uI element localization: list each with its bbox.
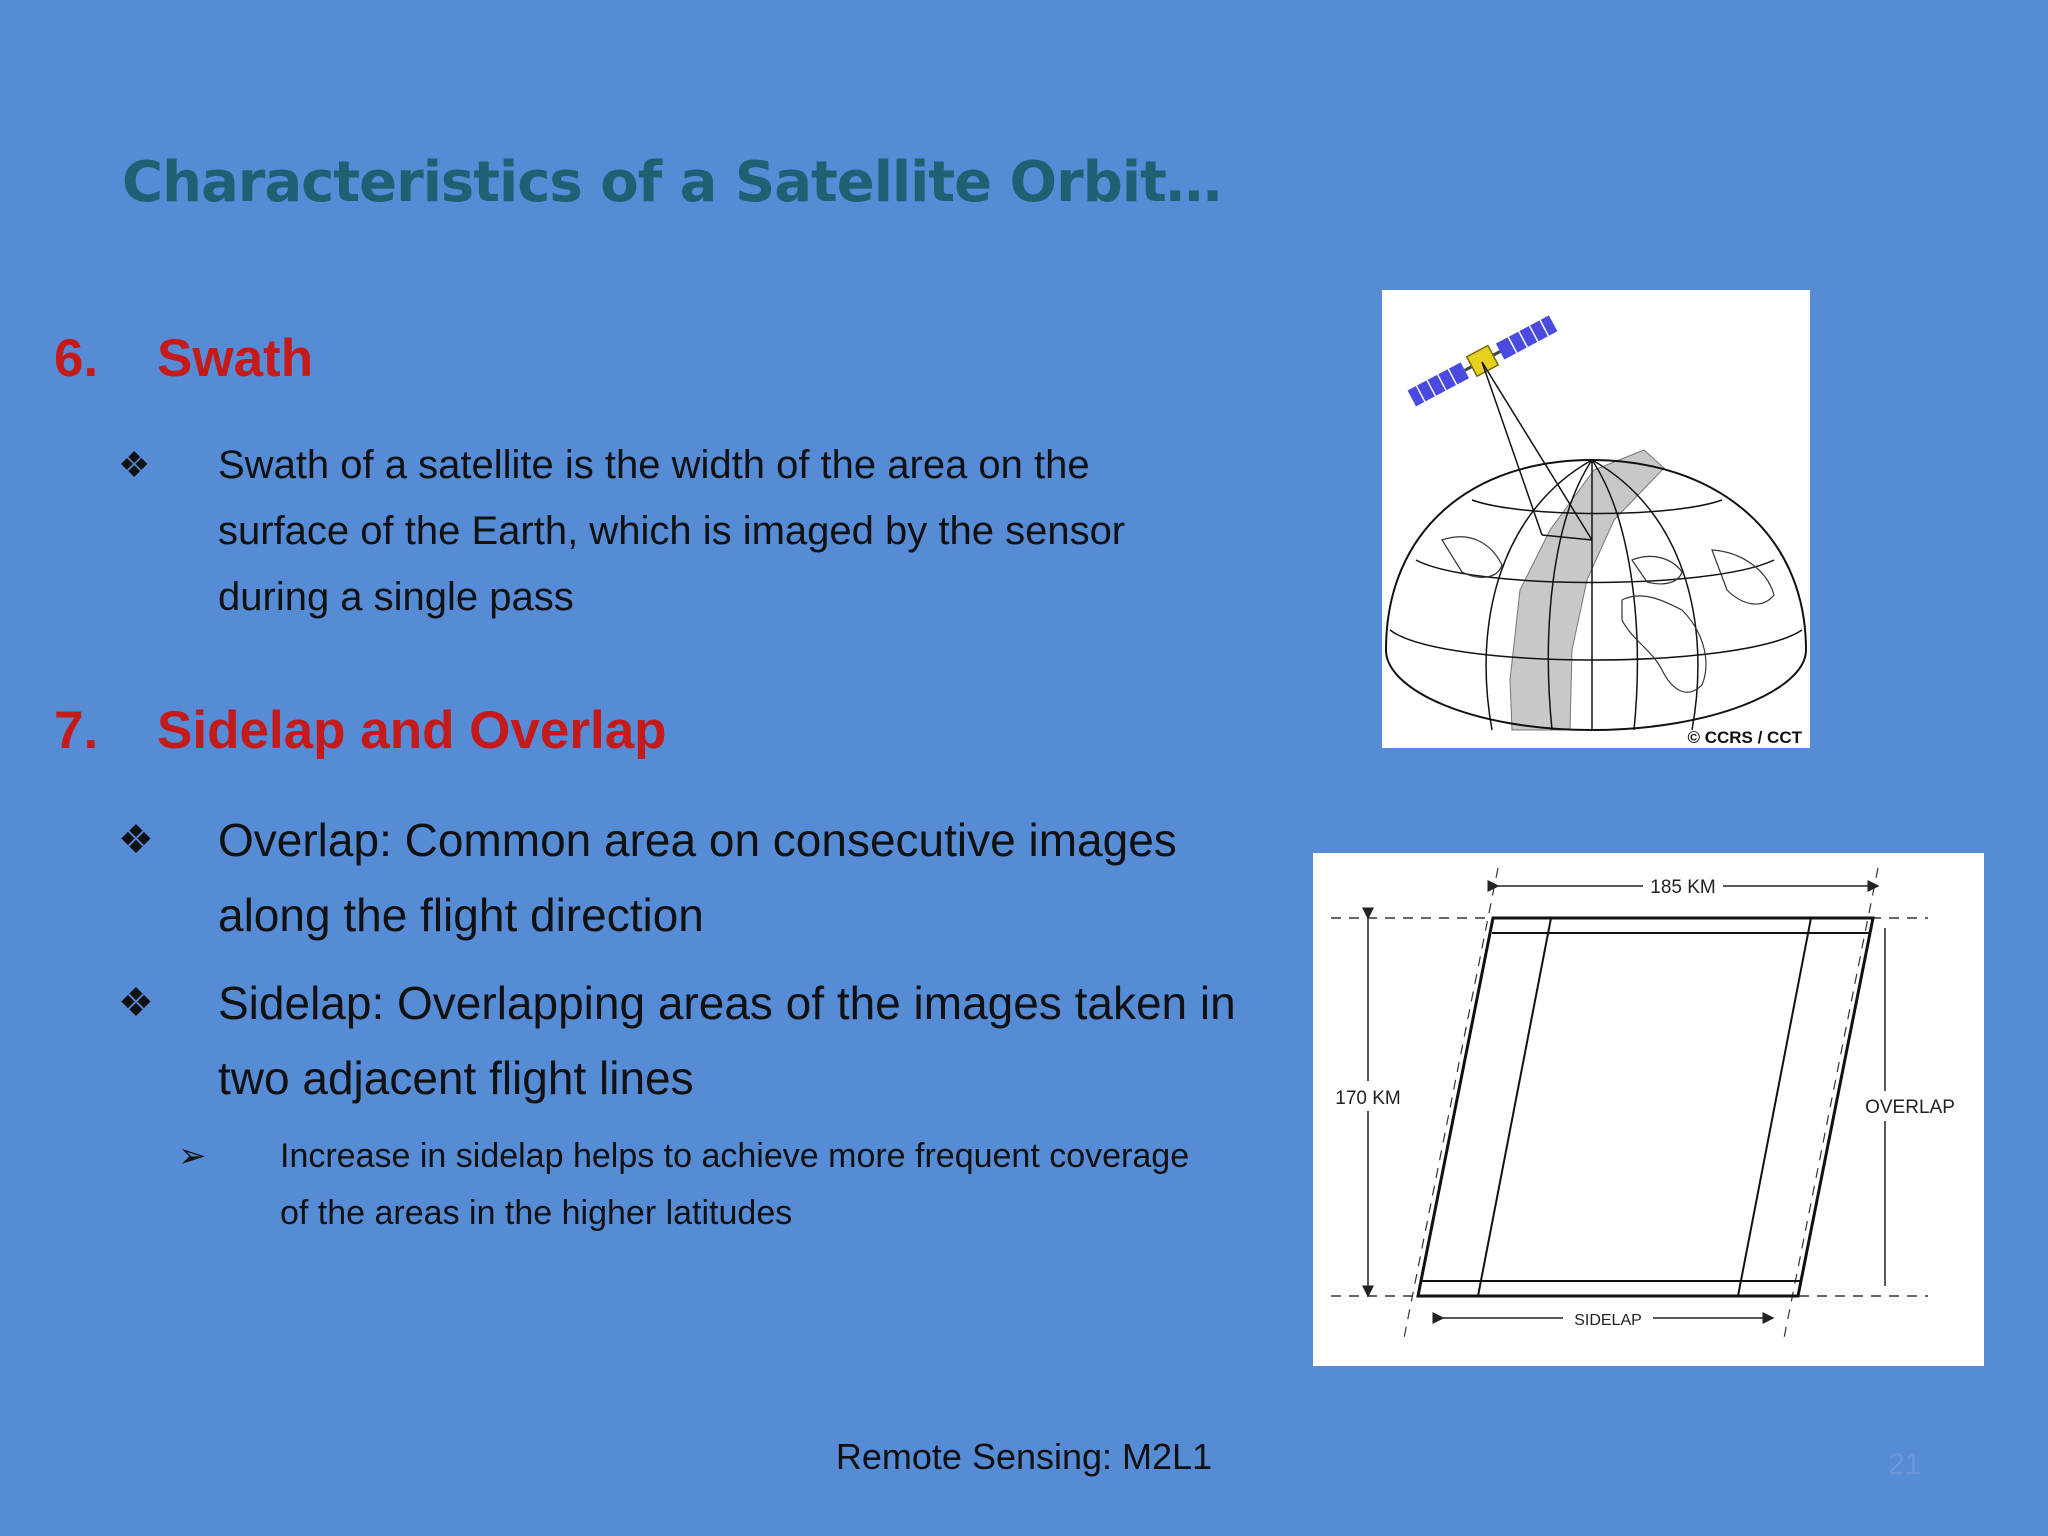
sidelap-label: SIDELAP: [1574, 1312, 1642, 1329]
satellite-icon: [1407, 314, 1559, 409]
globe-swath-svg: [1382, 290, 1810, 748]
section-heading-swath: [54, 328, 313, 389]
page-number: 21: [1888, 1448, 1922, 1481]
height-label: 170 KM: [1335, 1088, 1401, 1109]
section-title: Sidelap and Overlap: [157, 701, 667, 760]
figure-credit: © CCRS / CCT: [1687, 728, 1802, 747]
section-number: 7.: [54, 701, 99, 760]
bullet-line: during a single pass: [218, 575, 574, 619]
bullet-line: of the areas in the higher latitudes: [280, 1194, 793, 1232]
bullet-line: Overlap: Common area on consecutive images: [218, 814, 1177, 866]
bullet-diamond-icon: ❖: [118, 981, 154, 1025]
bullet-line: Increase in sidelap helps to achieve more frequent coverage: [280, 1137, 1190, 1175]
bullet-line: surface of the Earth, which is imaged by the sensor: [218, 509, 1126, 553]
bullet-line: along the flight direction: [218, 889, 704, 941]
width-label: 185 KM: [1650, 877, 1716, 898]
bullet-line: two adjacent flight lines: [218, 1052, 694, 1104]
bullet-line: Sidelap: Overlapping areas of the images taken in: [218, 977, 1236, 1029]
bullet-diamond-icon: ❖: [118, 444, 151, 485]
overlap-label: OVERLAP: [1865, 1097, 1955, 1118]
sidelap-overlap-svg: [1313, 853, 1984, 1366]
section-number: 6.: [54, 329, 99, 388]
section-title: Swath: [157, 329, 314, 388]
bullet-line: Swath of a satellite is the width of the area on the: [218, 443, 1090, 487]
slide-footer: Remote Sensing: M2L1: [835, 1436, 1213, 1477]
slide-title: Characteristics of a Satellite Orbit…: [122, 150, 1221, 215]
swath-illustration: [1382, 290, 1810, 748]
section-heading-sidelap-overlap: [54, 700, 667, 761]
bullet-diamond-icon: ❖: [118, 818, 154, 862]
bullet-arrow-icon: ➢: [178, 1137, 207, 1175]
sidelap-overlap-diagram: [1313, 853, 1984, 1366]
